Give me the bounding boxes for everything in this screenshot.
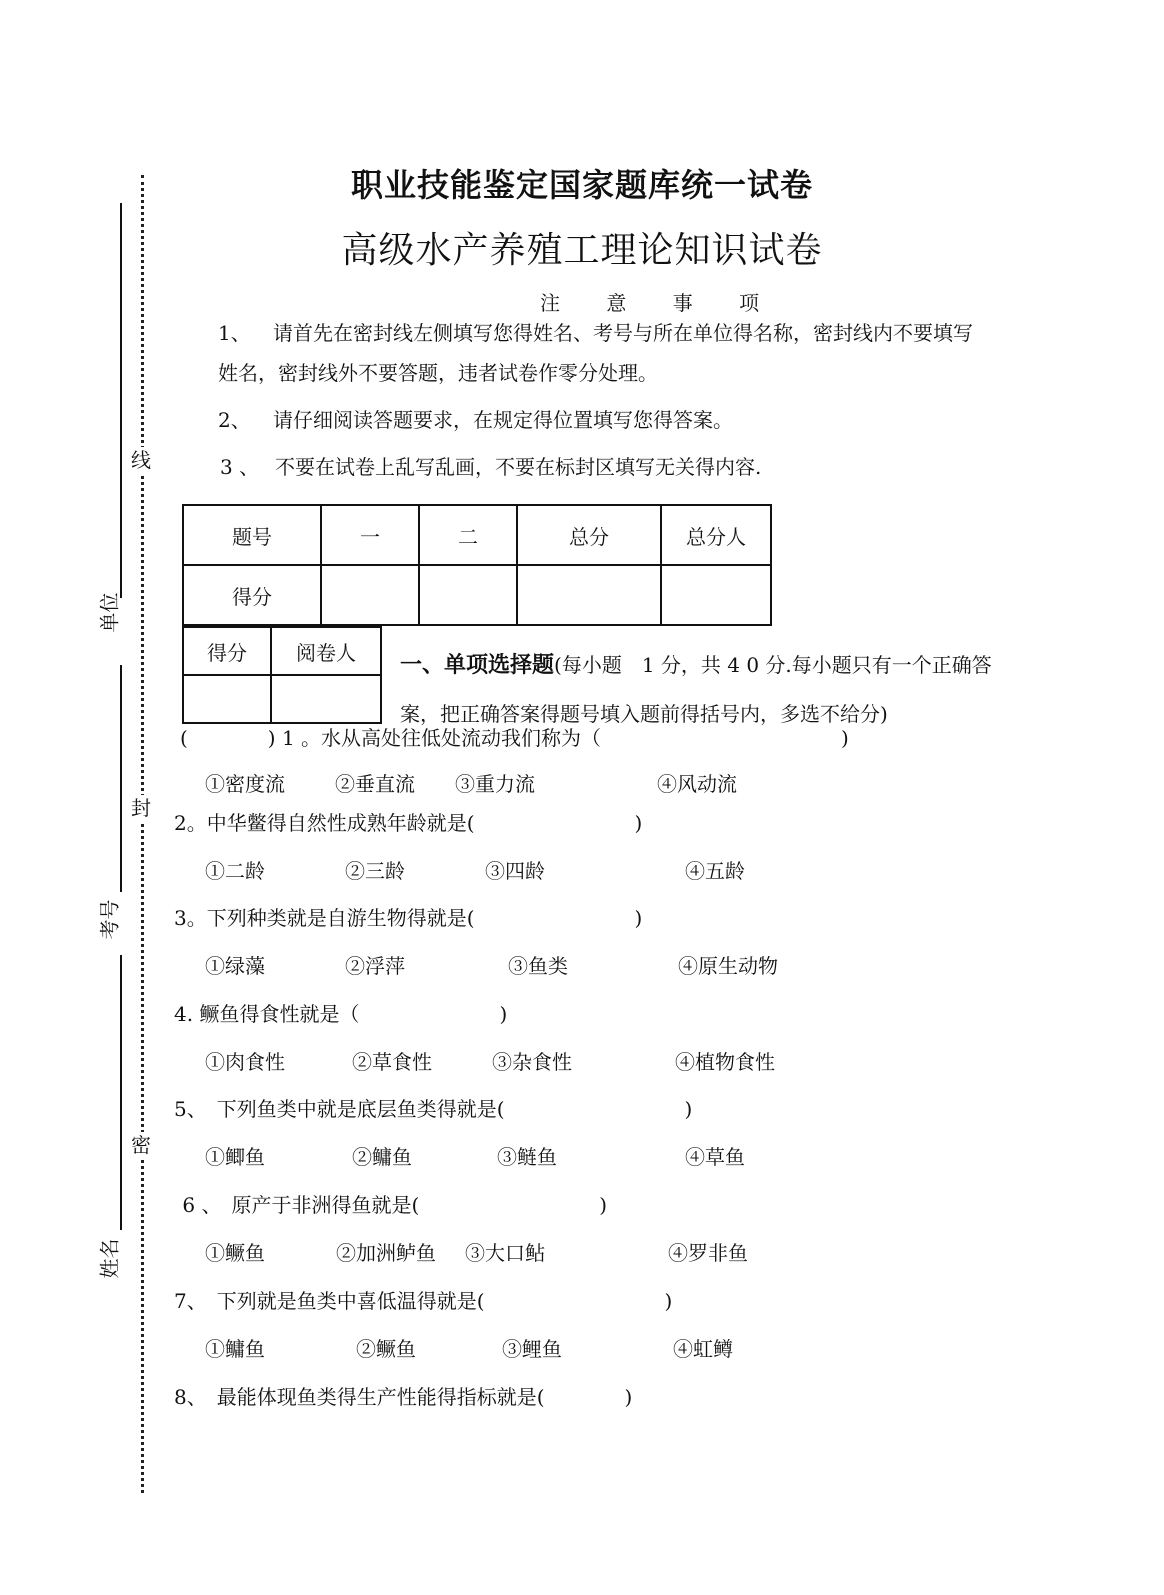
score-header-total: 总分 (517, 505, 661, 565)
q2-option-2: ②三龄 (345, 859, 405, 883)
q7-option-3: ③鲤鱼 (502, 1337, 562, 1361)
question-6: 6 、 原产于非洲得鱼就是( ) (176, 1193, 608, 1217)
q1-option-2: ②垂直流 (335, 772, 415, 796)
seal-char-secret: 密 (131, 1133, 151, 1157)
exam-no-label: 考号 (97, 899, 122, 940)
q5-option-4: ④草鱼 (685, 1145, 745, 1169)
question-7: 7、 下列就是鱼类中喜低温得就是( ) (174, 1289, 673, 1313)
notice-item-1: 1、 请首先在密封线左侧填写您得姓名、考号与所在单位得名称，密封线内不要填写 (218, 321, 973, 345)
notice-heading: 注 意 事 项 (540, 291, 760, 315)
exam-title: 职业技能鉴定国家题库统一试卷 (350, 166, 813, 204)
grader-cell-score[interactable] (183, 675, 271, 723)
notice-item-2: 2、 请仔细阅读答题要求，在规定得位置填写您得答案。 (218, 408, 733, 432)
grader-header-score: 得分 (183, 627, 271, 675)
q4-option-4: ④植物食性 (675, 1050, 775, 1074)
score-cell[interactable] (321, 565, 419, 625)
question-2: 2。中华鳖得自然性成熟年龄就是( ) (174, 811, 643, 835)
grader-header-reviewer: 阅卷人 (271, 627, 381, 675)
name-fill-line (120, 955, 122, 1230)
score-row-label: 得分 (183, 565, 321, 625)
seal-char-line: 线 (131, 448, 151, 472)
score-cell[interactable] (517, 565, 661, 625)
section-title: 一、单项选择题(每小题 1 分，共 4 0 分.每小题只有一个正确答 案，把正确答案得题号填入题前得括号内，多选不给分) (400, 653, 992, 726)
question-1: ( ) 1 。水从高处往低处流动我们称为（ ) (180, 726, 849, 750)
q1-option-4: ④风动流 (657, 772, 737, 796)
q3-option-4: ④原生动物 (678, 954, 778, 978)
question-3: 3。下列种类就是自游生物得就是( ) (174, 906, 643, 930)
unit-label: 单位 (97, 592, 122, 633)
name-label: 姓名 (97, 1238, 122, 1279)
q3-option-2: ②浮萍 (345, 954, 405, 978)
exam-no-fill-line (120, 665, 122, 892)
seal-dotted-line (141, 175, 144, 1493)
q4-option-3: ③杂食性 (492, 1050, 572, 1074)
q5-option-2: ②鳙鱼 (352, 1145, 412, 1169)
q1-option-3: ③重力流 (455, 772, 535, 796)
q6-option-2: ②加洲鲈鱼 (336, 1241, 436, 1265)
question-5: 5、 下列鱼类中就是底层鱼类得就是( ) (174, 1097, 693, 1121)
grader-table (182, 626, 382, 724)
question-8: 8、 最能体现鱼类得生产性能得指标就是( ) (174, 1385, 633, 1409)
q3-option-3: ③鱼类 (508, 954, 568, 978)
q4-option-1: ①肉食性 (205, 1050, 285, 1074)
score-header-total-person: 总分人 (661, 505, 771, 565)
exam-subtitle: 高级水产养殖工理论知识试卷 (341, 230, 823, 271)
q5-option-3: ③鲢鱼 (497, 1145, 557, 1169)
notice-item-3: 3 、 不要在试卷上乱写乱画，不要在标封区填写无关得内容. (220, 455, 762, 479)
q6-option-4: ④罗非鱼 (668, 1241, 748, 1265)
q4-option-2: ②草食性 (352, 1050, 432, 1074)
q5-option-1: ①鲫鱼 (205, 1145, 265, 1169)
q7-option-1: ①鳙鱼 (205, 1337, 265, 1361)
q6-option-3: ③大口鲇 (465, 1241, 545, 1265)
score-header-two: 二 (419, 505, 517, 565)
q3-option-1: ①绿藻 (205, 954, 265, 978)
score-cell[interactable] (661, 565, 771, 625)
seal-char-seal: 封 (131, 796, 151, 820)
score-header-question-no: 题号 (183, 505, 321, 565)
q6-option-1: ①鳜鱼 (205, 1241, 265, 1265)
q2-option-4: ④五龄 (685, 859, 745, 883)
question-4: 4. 鳜鱼得食性就是（ ) (174, 1002, 508, 1026)
q7-option-4: ④虹鳟 (673, 1337, 733, 1361)
q2-option-1: ①二龄 (205, 859, 265, 883)
score-table (182, 504, 772, 626)
grader-cell-reviewer[interactable] (271, 675, 381, 723)
score-header-one: 一 (321, 505, 419, 565)
score-cell[interactable] (419, 565, 517, 625)
q7-option-2: ②鳜鱼 (356, 1337, 416, 1361)
q2-option-3: ③四龄 (485, 859, 545, 883)
notice-item-1-cont: 姓名，密封线外不要答题，违者试卷作零分处理。 (218, 361, 658, 385)
q1-option-1: ①密度流 (205, 772, 285, 796)
